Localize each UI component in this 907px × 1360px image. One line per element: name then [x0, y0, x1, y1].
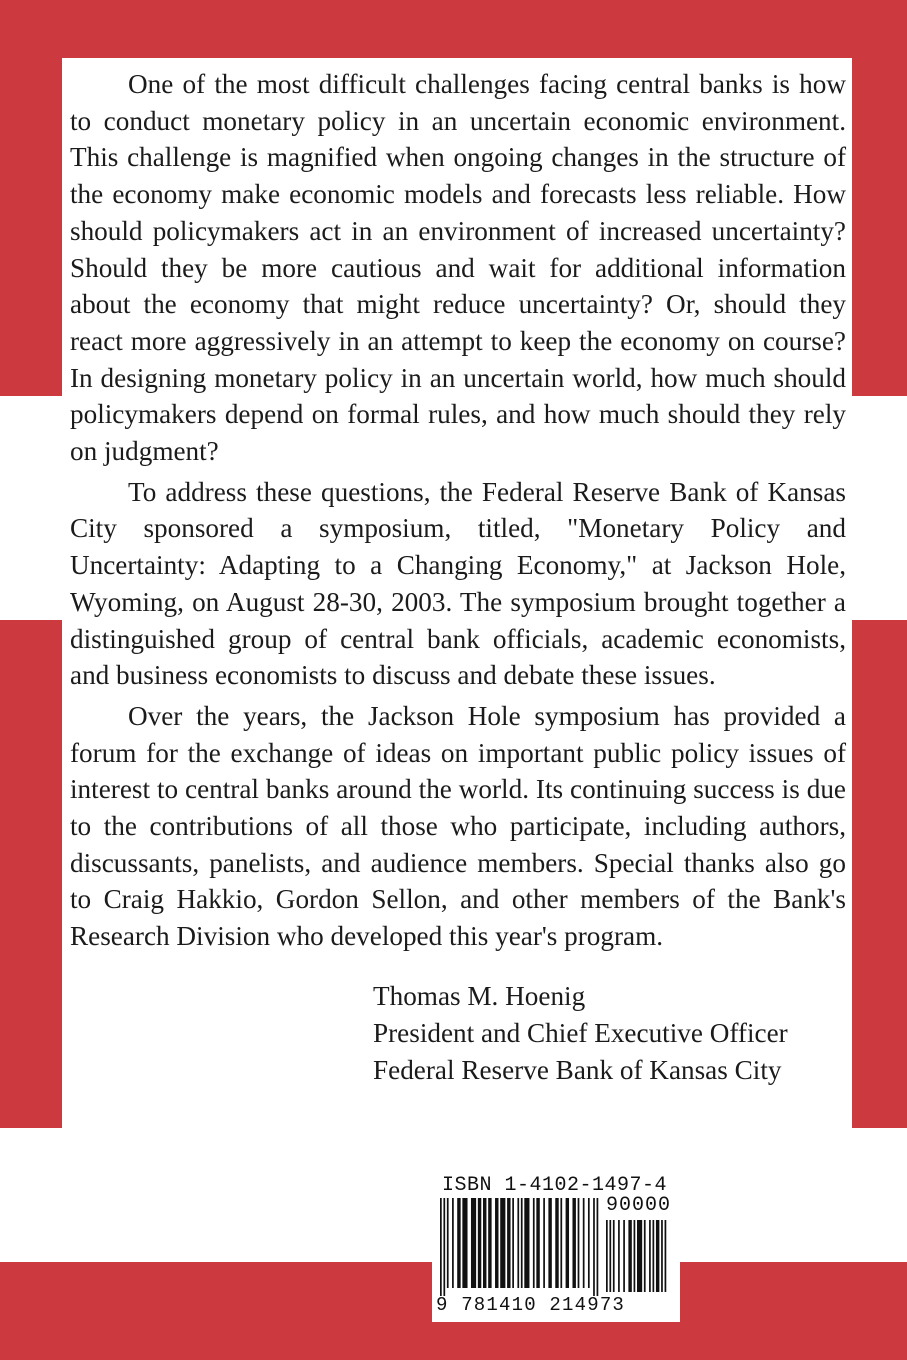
signatory-title: President and Chief Executive Officer [373, 1018, 788, 1048]
barcode-bar [443, 1198, 445, 1296]
barcode-bar [628, 1220, 631, 1292]
barcode-bar [495, 1198, 498, 1288]
barcode-bar [665, 1220, 667, 1292]
barcode-bar [578, 1198, 580, 1288]
barcode-bar [462, 1198, 467, 1288]
barcode-bar [452, 1198, 454, 1288]
barcode-bar [613, 1220, 615, 1292]
barcode-bar [634, 1220, 636, 1292]
blurb [70, 66, 846, 959]
barcode-bar [478, 1198, 481, 1288]
barcode-bar [517, 1198, 519, 1288]
barcode-bar [656, 1220, 659, 1292]
ean-digits: 9 781410 214973 [436, 1294, 626, 1316]
paragraph-2: To address these questions, the Federal Reserve Bank of Kansas City sponsored a symposium, titled, "Monetary Policy and Uncertainty: Adapting to a Changing Economy," at Jackson Hole, Wyoming, on August 28-30, 2003. The symposium brought together a distinguished group of central bank officials, academic economists, and business economists to discuss and debate these issues. [70, 476, 846, 691]
barcode-bar [618, 1220, 620, 1292]
barcode-bar [440, 1198, 442, 1296]
barcode-bar [623, 1220, 625, 1292]
signatory-name: Thomas M. Hoenig [373, 981, 586, 1011]
barcode-bar [649, 1220, 651, 1292]
barcode-bar [533, 1198, 535, 1288]
paragraph-3: Over the years, the Jackson Hole symposium has provided a forum for the exchange of ideas on important public policy issues of interest to central banks around the world. Its continuing success is due to the contributions of all those who participate, including authors, discussants, panelists, and audience members. Special thanks also go to Craig Hakkio, Gordon Sellon, and other members of the Bank's Research Division who developed this year's program. [70, 700, 846, 952]
barcode-bar [512, 1198, 514, 1288]
back-cover-text-panel [62, 58, 852, 1246]
barcode-bar [609, 1220, 611, 1292]
barcode-bar [588, 1198, 590, 1288]
barcode-bar [566, 1198, 569, 1288]
signatory-organization: Federal Reserve Bank of Kansas City [373, 1055, 782, 1085]
barcode-bar [637, 1220, 642, 1292]
ean-barcode-bars [440, 1198, 600, 1298]
barcode-bar [500, 1198, 505, 1288]
barcode-bar [560, 1198, 562, 1288]
barcode-bar [471, 1198, 476, 1288]
barcode-bar [507, 1198, 510, 1288]
price-code: 90000 [606, 1194, 672, 1217]
barcode-bar [447, 1198, 449, 1288]
addon-barcode-bars [606, 1220, 668, 1294]
isbn-barcode [432, 1172, 680, 1322]
barcode-bar [653, 1220, 655, 1292]
barcode-bar [606, 1220, 608, 1292]
paragraph-1: One of the most difficult challenges facing central banks is how to conduct monetary policy in an uncertain economic environment. This challenge is magnified when ongoing changes in the structure of the economy make economic models and forecasts less reliable. How should policymakers act in an environment of increased uncertainty? Should they be more cautious and wait for additional information about the economy that might reduce uncertainty? Or, should they react more aggressively in an attempt to keep the economy on course? In designing monetary policy in an uncertain world, how much should policymakers depend on formal rules, and how much should they rely on judgment? [70, 69, 846, 467]
barcode-bar [661, 1220, 663, 1292]
barcode-bar [457, 1198, 460, 1288]
barcode-bar [572, 1198, 575, 1288]
isbn-label: ISBN 1-4102-1497-4 [442, 1174, 668, 1197]
barcode-bar [548, 1198, 551, 1288]
barcode-bar [521, 1198, 523, 1288]
barcode-bar [483, 1198, 486, 1288]
barcode-bar [524, 1198, 529, 1288]
barcode-bar [597, 1198, 599, 1296]
barcode-bar [555, 1198, 558, 1288]
barcode-bar [644, 1220, 646, 1292]
barcode-bar [543, 1198, 545, 1288]
signature-block [373, 978, 788, 1089]
barcode-bar [593, 1198, 595, 1296]
barcode-bar [536, 1198, 539, 1288]
barcode-bar [488, 1198, 491, 1288]
barcode-bar [583, 1198, 585, 1288]
